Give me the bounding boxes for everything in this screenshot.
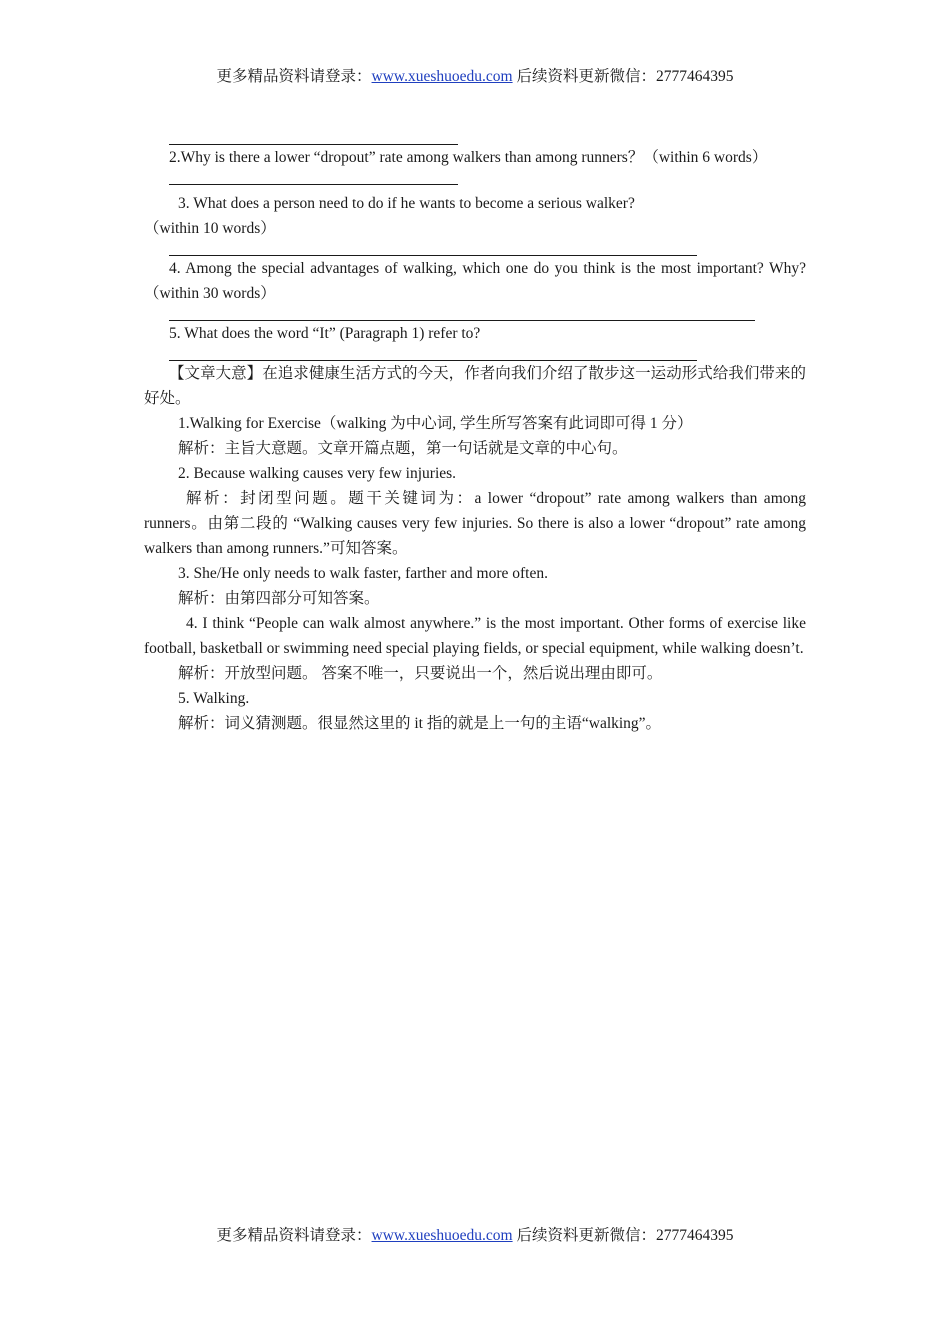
answer-line-2	[169, 170, 458, 185]
answer-1-note: 解析：主旨大意题。文章开篇点题，第一句话就是文章的中心句。	[178, 440, 628, 457]
answer-line-4	[169, 306, 755, 321]
footer-suffix: 后续资料更新微信：2777464395	[512, 1227, 734, 1244]
answer-5-note: 解析：词义猜测题。很显然这里的 it 指的就是上一句的主语“walking”。	[178, 715, 662, 732]
document-body	[144, 130, 806, 736]
answer-5: 5. Walking.	[178, 690, 250, 707]
answer-line-3	[169, 241, 697, 256]
footer-website-link[interactable]: www.xueshuoedu.com	[371, 1227, 513, 1244]
header-website-link[interactable]: www.xueshuoedu.com	[371, 68, 513, 85]
question-2: 2.Why is there a lower “dropout” rate among walkers than among runners？（within 6 words）	[169, 149, 768, 166]
answer-1: 1.Walking for Exercise（walking 为中心词, 学生所写答案有此词即可得 1 分）	[178, 415, 693, 432]
answer-2-note: 解析：封闭型问题。题干关键词为：a lower “dropout” rate among walkers than among runners。由第二段的 “Walking causes very few injuries. So there is also a lower “dropout” rate among walkers than among runners.”可知答案。	[144, 490, 806, 557]
header-prefix: 更多精品资料请登录：	[216, 68, 372, 85]
footer-prefix: 更多精品资料请登录：	[216, 1227, 372, 1244]
question-3-line-1: 3. What does a person need to do if he wants to become a serious walker?	[178, 195, 635, 212]
answer-line-1	[169, 130, 458, 145]
answer-4: 4. I think “People can walk almost anywhere.” is the most important. Other forms of exercise like football, basketball or swimming need special playing fields, or special equipment, while walking doesn’t.	[144, 615, 806, 657]
header-suffix: 后续资料更新微信：2777464395	[512, 68, 734, 85]
answer-line-5	[169, 346, 697, 361]
page-footer	[0, 1225, 950, 1247]
question-5: 5. What does the word “It” (Paragraph 1) refer to?	[169, 325, 481, 342]
answer-3-note: 解析：由第四部分可知答案。	[178, 590, 380, 607]
answer-2: 2. Because walking causes very few injuries.	[178, 465, 457, 482]
article-summary: 【文章大意】在追求健康生活方式的今天，作者向我们介绍了散步这一运动形式给我们带来的好处。	[144, 365, 806, 407]
answer-3: 3. She/He only needs to walk faster, farther and more often.	[178, 565, 548, 582]
question-3-line-2: （within 10 words）	[144, 220, 276, 237]
page-header	[0, 66, 950, 88]
answer-4-note: 解析：开放型问题。 答案不唯一，只要说出一个，然后说出理由即可。	[178, 665, 663, 682]
question-4: 4. Among the special advantages of walking, which one do you think is the most important? Why? （within 30 words）	[144, 260, 806, 302]
